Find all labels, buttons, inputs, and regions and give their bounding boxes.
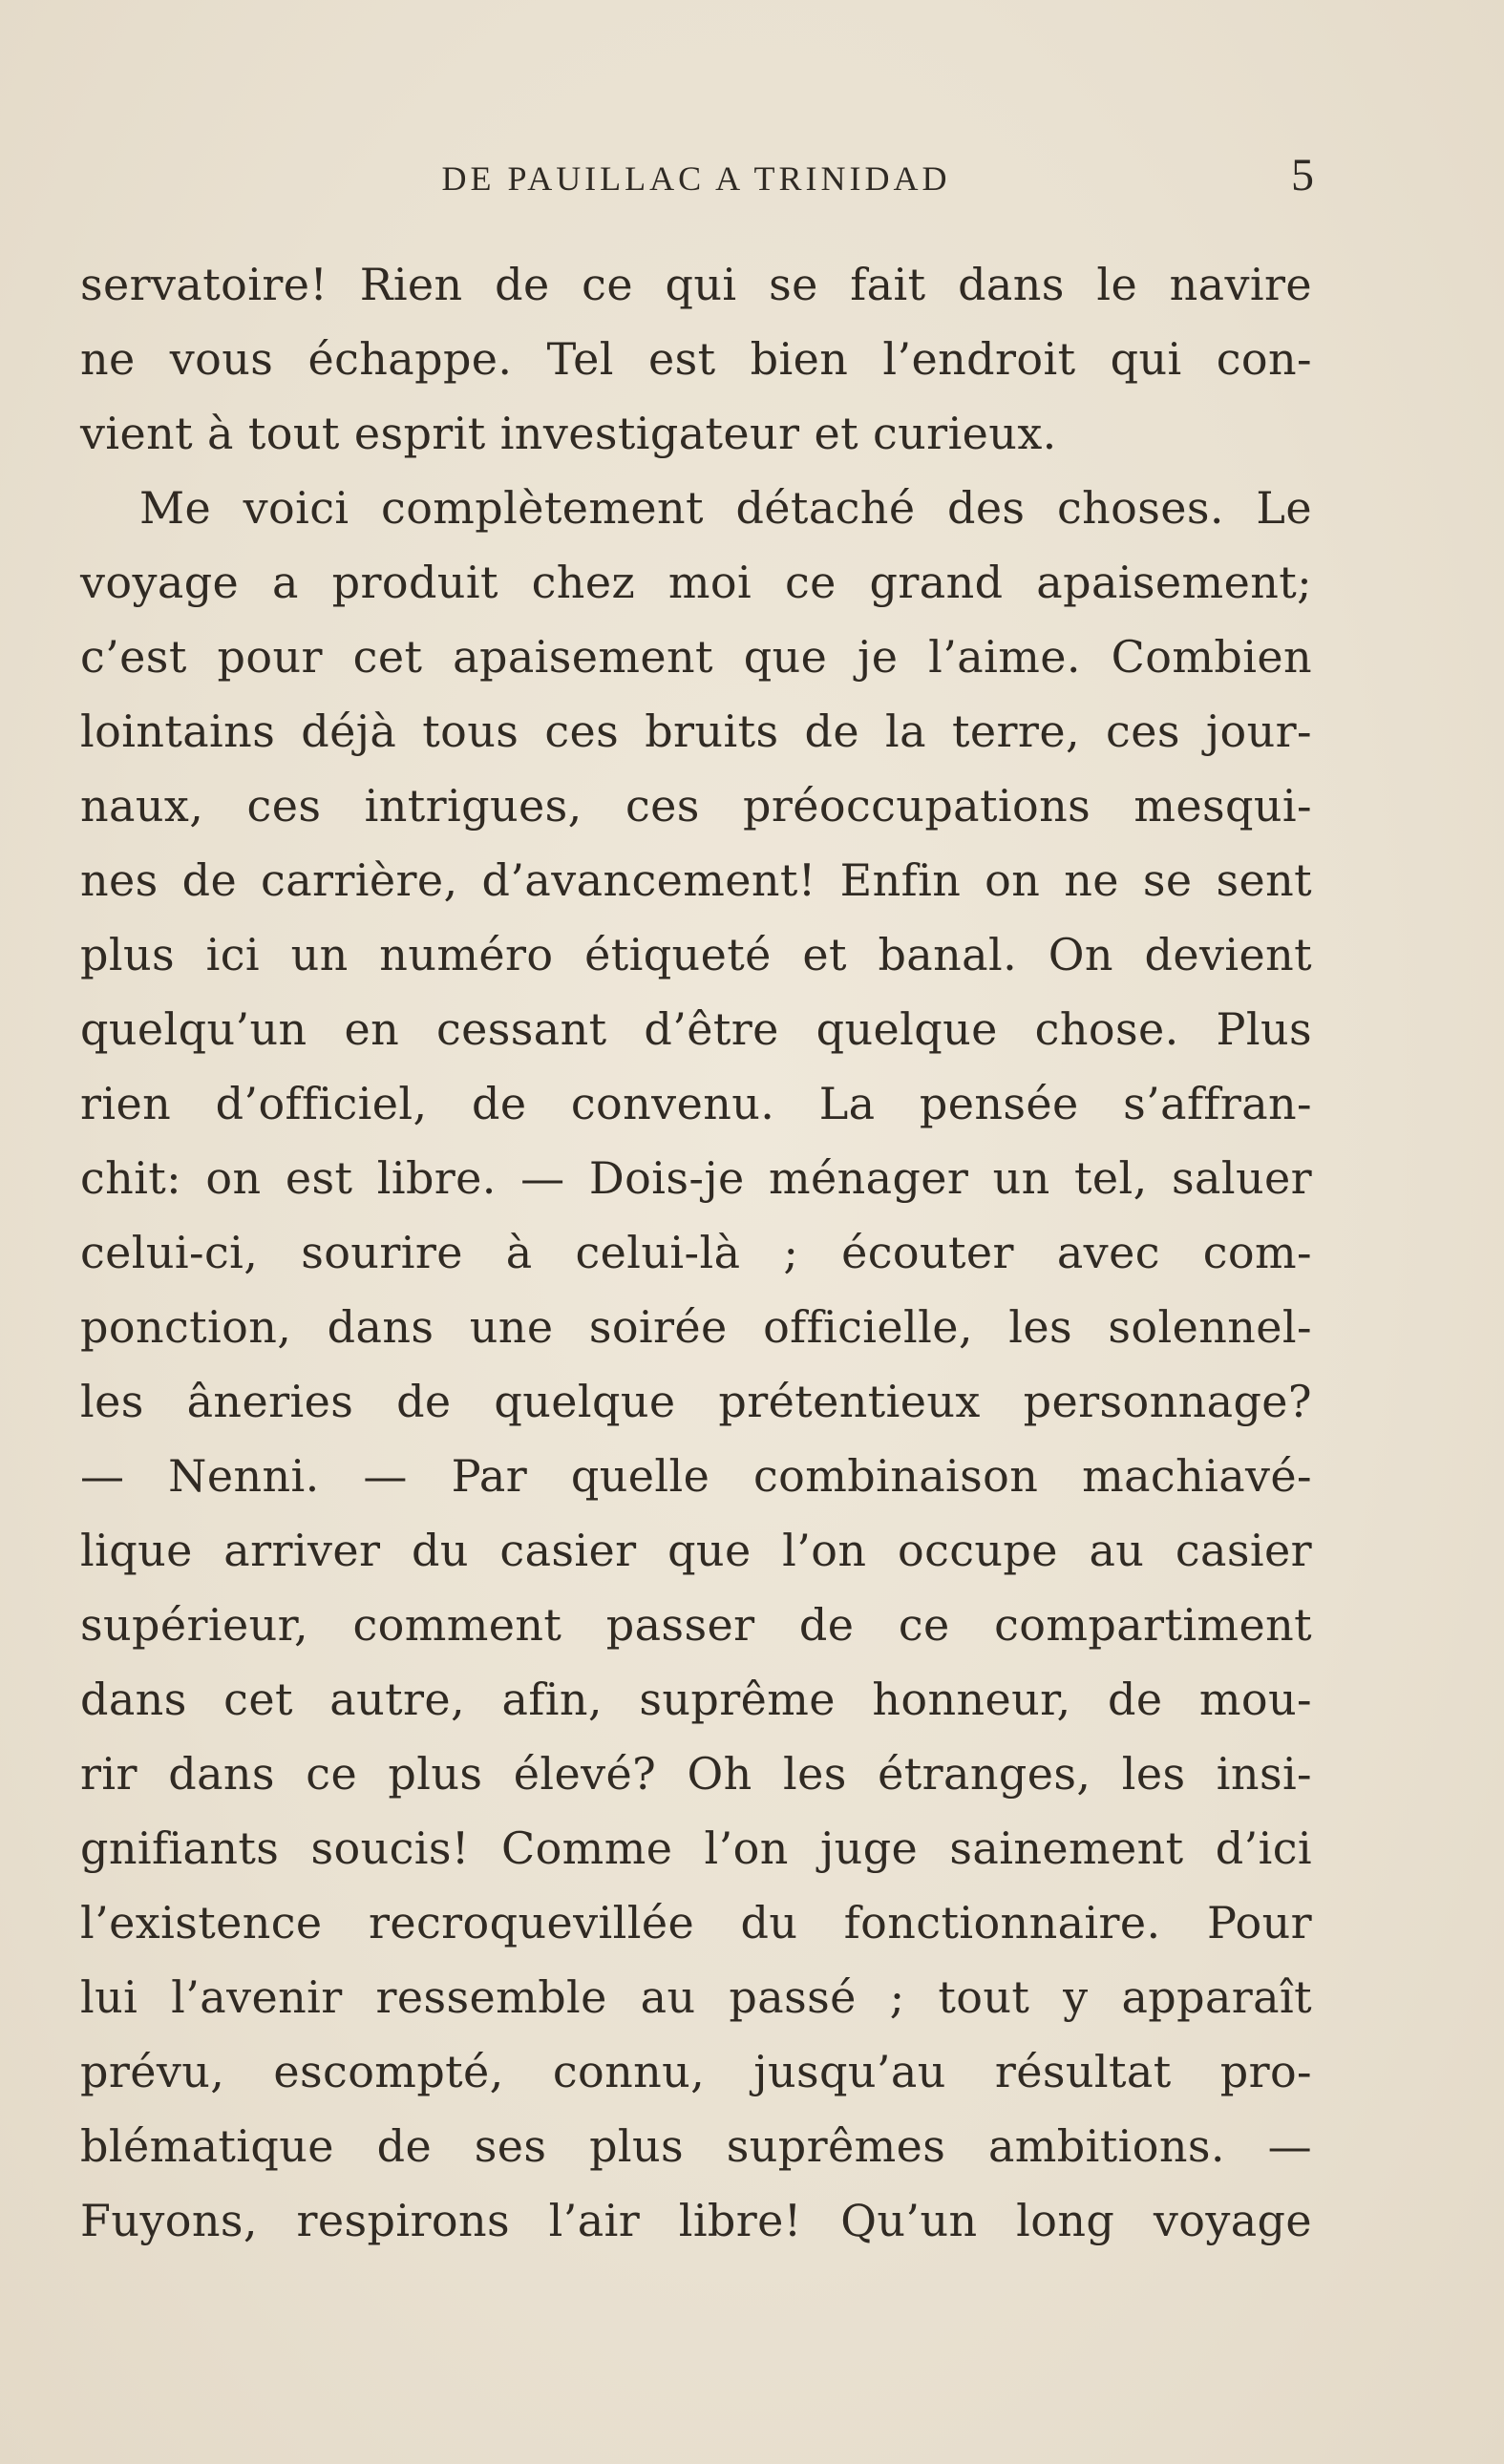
text-line: blématique de ses plus suprêmes ambitions. — xyxy=(80,2120,1312,2172)
text-line: voyage a produit chez moi ce grand apaisement; xyxy=(80,557,1312,608)
text-line: prévu, escompté, connu, jusqu’au résultat pro- xyxy=(80,2046,1312,2097)
running-head xyxy=(80,149,1312,206)
text-line: nes de carrière, d’avancement! Enfin on ne se sent xyxy=(80,854,1312,906)
text-line: rir dans ce plus élevé? Oh les étranges, les insi- xyxy=(80,1748,1312,1800)
text-line: naux, ces intrigues, ces préoccupations mesqui- xyxy=(80,780,1312,832)
text-line: vient à tout esprit investigateur et curieux. xyxy=(80,408,1057,459)
text-line: dans cet autre, afin, suprême honneur, de mou- xyxy=(80,1674,1312,1725)
text-line: rien d’officiel, de convenu. La pensée s’affran- xyxy=(80,1078,1312,1129)
text-line: Me voici complètement détaché des choses. Le xyxy=(139,482,1312,534)
text-line: ne vous échappe. Tel est bien l’endroit qui con- xyxy=(80,333,1312,385)
text-line: lointains déjà tous ces bruits de la terre, ces jour- xyxy=(80,706,1312,757)
text-line: — Nenni. — Par quelle combinaison machiavé- xyxy=(80,1450,1312,1502)
text-line: ponction, dans une soirée officielle, les solennel- xyxy=(80,1301,1312,1353)
text-line: celui-ci, sourire à celui-là ; écouter avec com- xyxy=(80,1227,1312,1278)
text-line: c’est pour cet apaisement que je l’aime. Combien xyxy=(80,631,1312,683)
text-line: quelqu’un en cessant d’être quelque chose. Plus xyxy=(80,1003,1312,1055)
text-line: supérieur, comment passer de ce compartiment xyxy=(80,1599,1312,1651)
text-line: chit: on est libre. — Dois-je ménager un tel, saluer xyxy=(80,1152,1312,1204)
text-line: l’existence recroquevillée du fonctionnaire. Pour xyxy=(80,1897,1312,1948)
text-line: Fuyons, respirons l’air libre! Qu’un long voyage xyxy=(80,2195,1312,2246)
text-line: plus ici un numéro étiqueté et banal. On devient xyxy=(80,929,1312,980)
body-text xyxy=(80,247,1312,2258)
text-line: servatoire! Rien de ce qui se fait dans le navire xyxy=(80,259,1312,310)
page-number: 5 xyxy=(1291,150,1314,200)
text-line: gnifiants soucis! Comme l’on juge sainement d’ici xyxy=(80,1822,1312,1874)
running-title: DE PAUILLAC A TRINIDAD xyxy=(441,159,951,198)
text-line: lique arriver du casier que l’on occupe au casier xyxy=(80,1525,1312,1576)
text-line: les âneries de quelque prétentieux personnage? xyxy=(80,1376,1312,1427)
text-line: lui l’avenir ressemble au passé ; tout y apparaît xyxy=(80,1971,1312,2023)
